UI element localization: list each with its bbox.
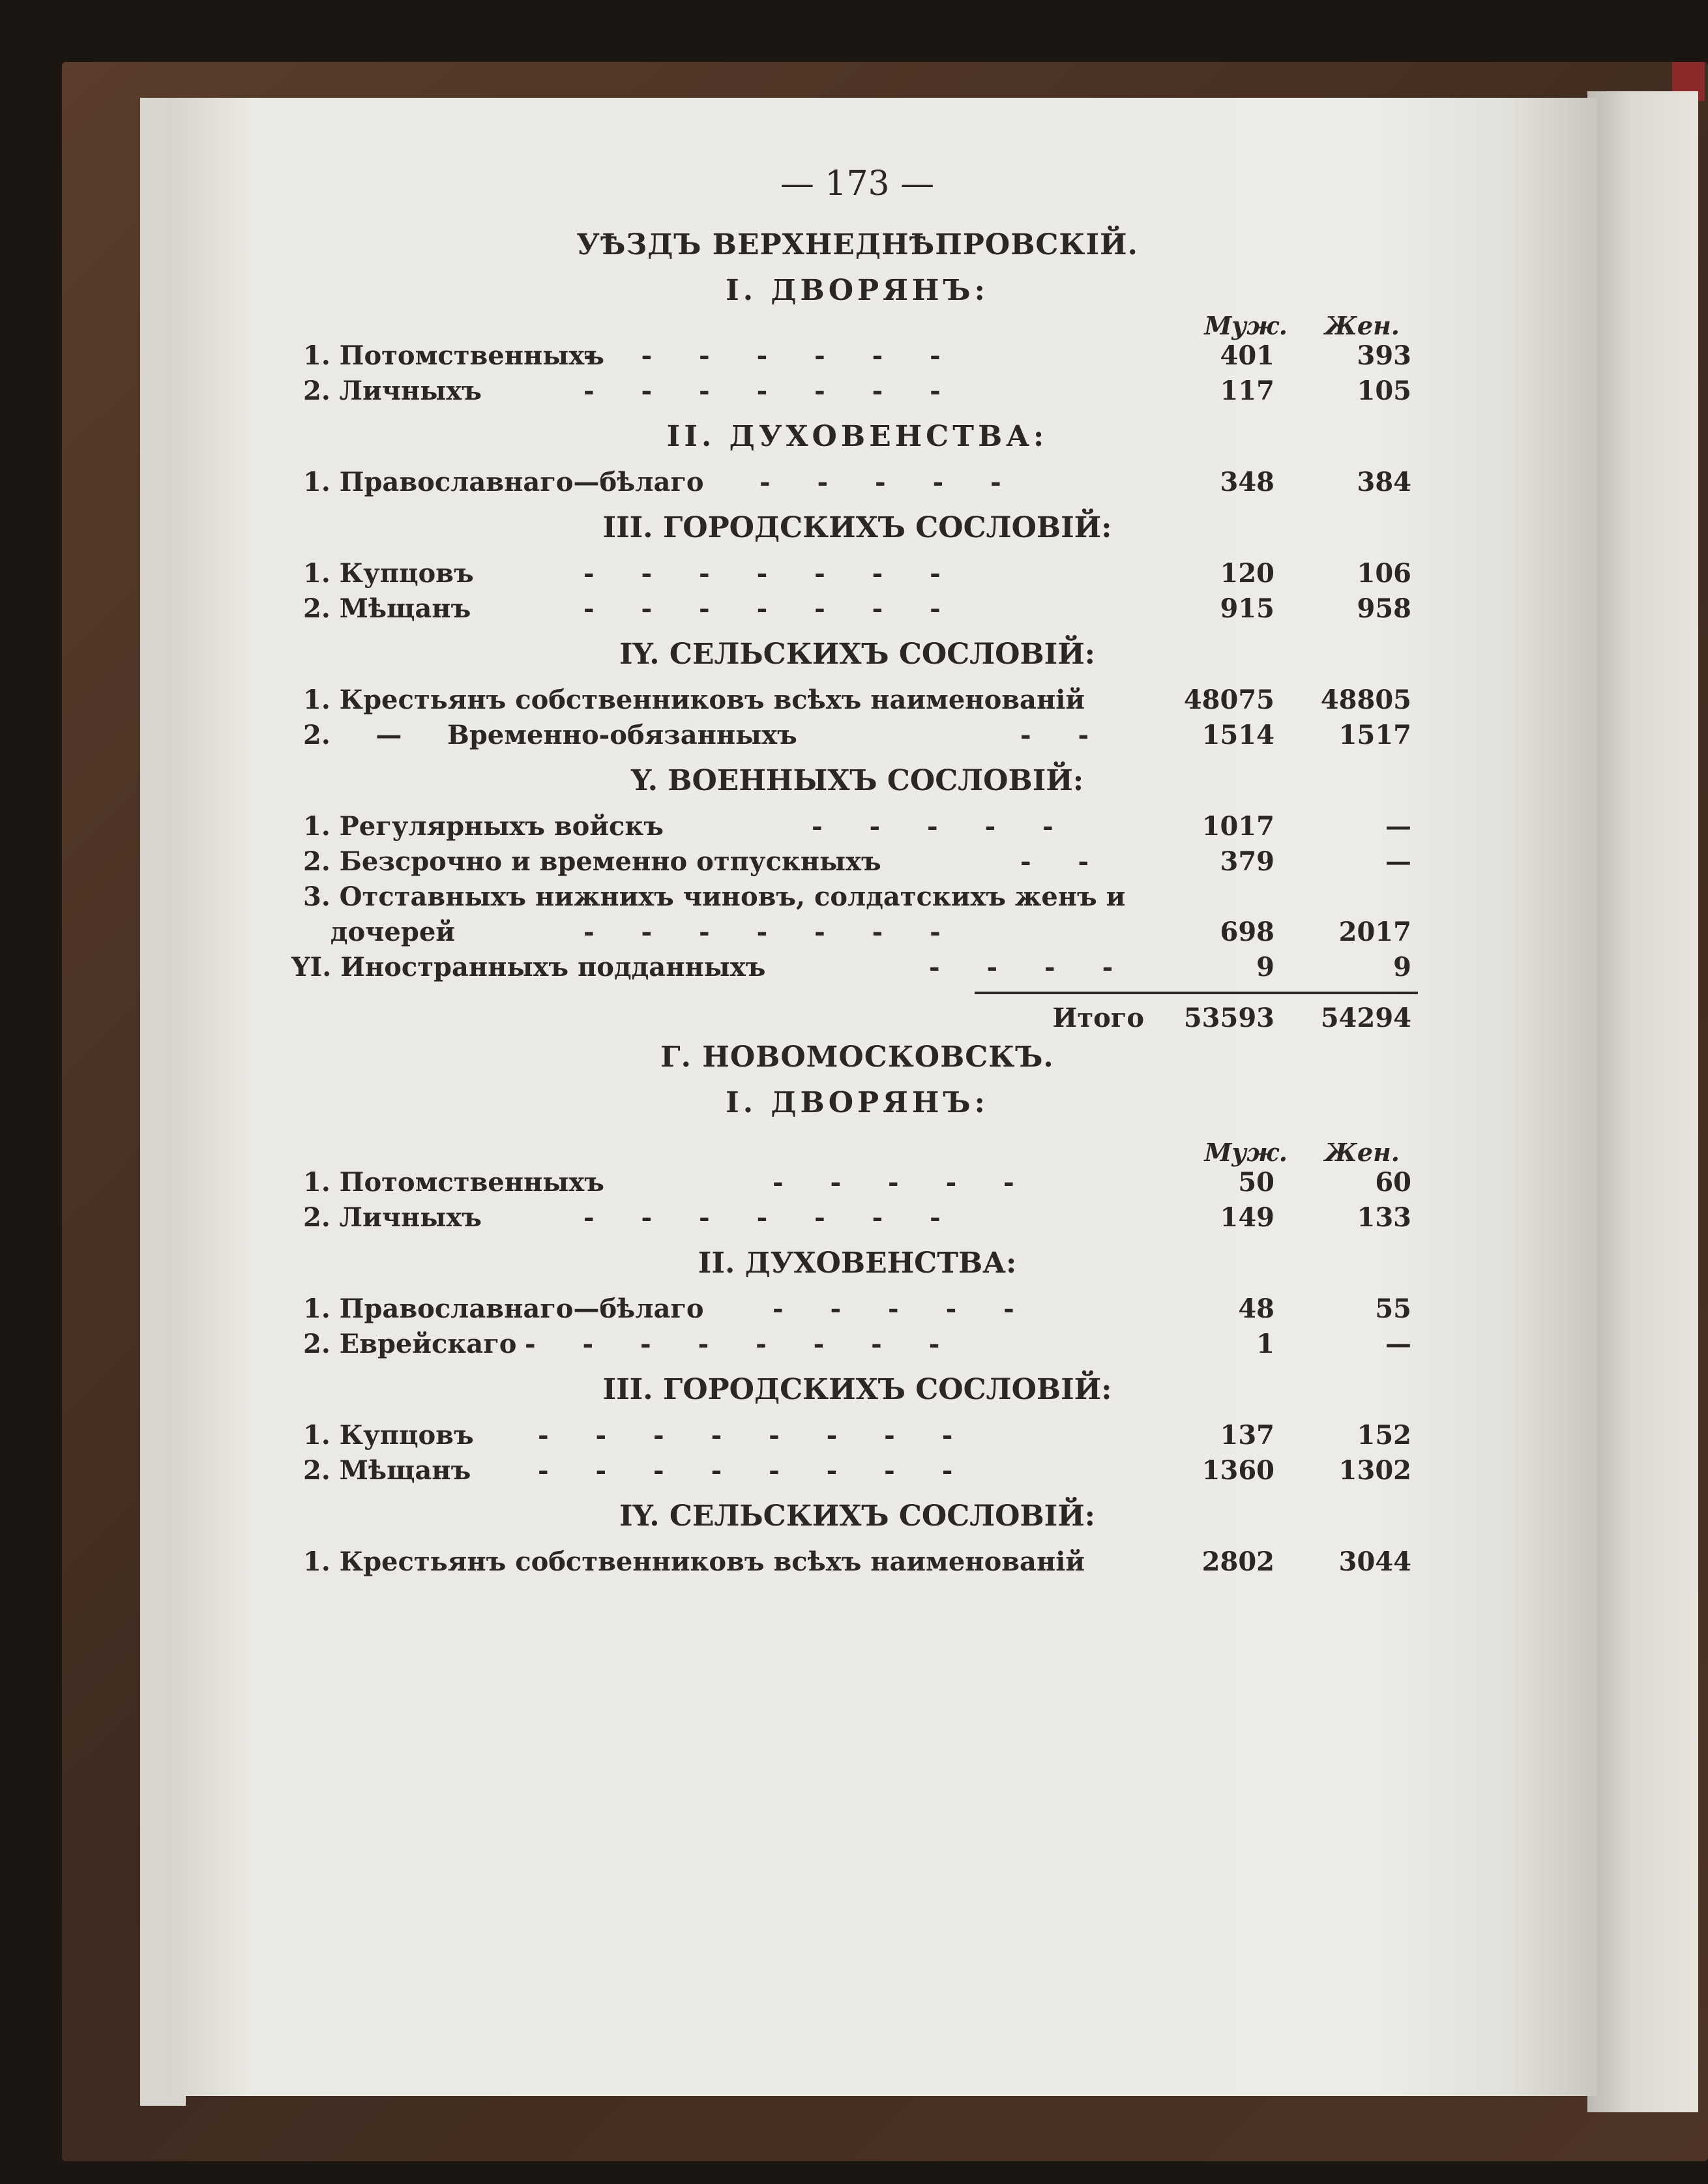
city-column-header xyxy=(303,1135,1411,1165)
table-row: 1. Купцовъ - - - - - - - 120 106 xyxy=(303,558,1411,589)
table-row: 1. Купцовъ - - - - - - - - 137 152 xyxy=(303,1420,1411,1451)
city-section-4-heading: IY. СЕЛЬСКИХЪ СОСЛОВІЙ: xyxy=(619,1499,1096,1533)
table-row: 3. Отставныхъ нижнихъ чиновъ, солдатскихъ женъ и xyxy=(303,881,1126,912)
uezd-section-5-heading: Y. ВОЕННЫХЪ СОСЛОВІЙ: xyxy=(630,764,1084,797)
uezd-title: УѢЗДЪ ВЕРХНЕДНѢПРОВСКІЙ. xyxy=(576,228,1138,261)
uezd-section-2-heading: II. ДУХОВЕНСТВА: xyxy=(666,420,1048,453)
city-section-2-heading: II. ДУХОВЕНСТВА: xyxy=(698,1247,1017,1280)
city-title: Г. НОВОМОСКОВСКЪ. xyxy=(660,1040,1054,1074)
table-row: 2. Мѣщанъ - - - - - - - 915 958 xyxy=(303,593,1411,624)
table-row: 2. Безсрочно и временно отпускныхъ - - 379 — xyxy=(303,846,1411,877)
col-male: Муж. xyxy=(1204,311,1288,340)
city-section-3-heading: III. ГОРОДСКИХЪ СОСЛОВІЙ: xyxy=(602,1373,1112,1406)
col-female: Жен. xyxy=(1325,1138,1400,1167)
table-row: 1. Крестьянъ собственниковъ всѣхъ наименованій 2802 3044 xyxy=(303,1546,1411,1577)
total-row: Итого 53593 54294 xyxy=(1052,1003,1411,1033)
table-row: 1. Регулярныхъ войскъ - - - - - 1017 — xyxy=(303,811,1411,842)
table-row: 1. Православнаго—бѣлаго - - - - - 48 55 xyxy=(303,1293,1411,1324)
table-row: 2. Еврейскаго - - - - - - - - 1 — xyxy=(303,1329,1411,1359)
uezd-section-3-heading: III. ГОРОДСКИХЪ СОСЛОВІЙ: xyxy=(602,511,1112,544)
total-rule xyxy=(975,992,1418,994)
uezd-section-1-heading: I. ДВОРЯНЪ: xyxy=(726,274,989,307)
col-male: Муж. xyxy=(1204,1138,1288,1167)
table-row: 2. — Временно-обязанныхъ - - 1514 1517 xyxy=(303,720,1411,750)
table-row: дочерей - - - - - - - 698 2017 xyxy=(303,917,1411,947)
city-section-1-heading: I. ДВОРЯНЪ: xyxy=(726,1086,989,1119)
page-number: — 173 — xyxy=(780,164,935,203)
table-row: 1. Православнаго—бѣлаго - - - - - 348 384 xyxy=(303,467,1411,497)
table-row: 1. Потомственныхъ - - - - - 50 60 xyxy=(303,1167,1411,1198)
table-row: 1. Крестьянъ собственниковъ всѣхъ наименованій 48075 48805 xyxy=(303,685,1411,715)
table-row: 2. Мѣщанъ - - - - - - - - 1360 1302 xyxy=(303,1455,1411,1486)
page-content xyxy=(291,164,1411,1580)
col-female: Жен. xyxy=(1325,311,1400,340)
uezd-column-header xyxy=(303,308,1411,338)
table-row: YI. Иностранныхъ подданныхъ - - - - 9 9 xyxy=(291,952,1411,982)
table-row: 1. Потомственныхъ - - - - - - - 401 393 xyxy=(303,340,1411,371)
facing-page-edge xyxy=(1587,91,1698,2112)
table-row: 2. Личныхъ - - - - - - - 149 133 xyxy=(303,1202,1411,1233)
uezd-section-4-heading: IY. СЕЛЬСКИХЪ СОСЛОВІЙ: xyxy=(619,638,1096,671)
table-row: 2. Личныхъ - - - - - - - 117 105 xyxy=(303,376,1411,406)
